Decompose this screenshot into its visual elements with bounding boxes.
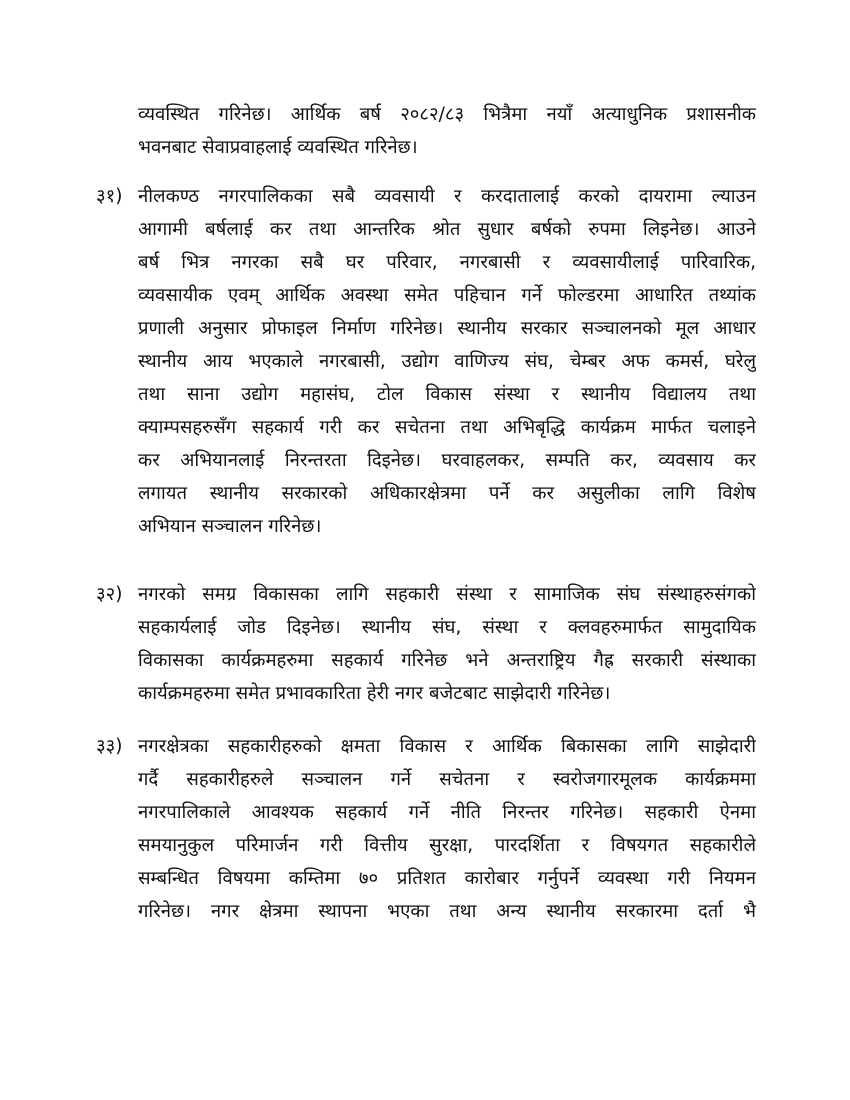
item-number: ३१) xyxy=(96,186,123,207)
item-number: ३३) xyxy=(96,736,123,757)
paragraph-item-33 xyxy=(96,730,756,928)
continuation-paragraph xyxy=(96,98,756,164)
paragraph-line: व्यवसायीक एवम् आर्थिक अवस्था समेत पहिचान गर्ने फोल्डरमा आधारित तथ्यांक xyxy=(138,285,756,306)
item-number: ३२) xyxy=(96,584,123,605)
line-text: नगरक्षेत्रका सहकारीहरुको क्षमता विकास र आर्थिक बिकासका लागि साझेदारी xyxy=(138,736,756,757)
paragraph-line: बर्ष भित्र नगरका सबै घर परिवार, नगरबासी र व्यवसायीलाई पारिवारिक, xyxy=(138,252,756,273)
paragraph-line: सहकार्यलाई जोड दिइनेछ। स्थानीय संघ, संस्था र क्लवहरुमार्फत सामुदायिक xyxy=(138,617,756,638)
paragraph-item-32 xyxy=(96,578,756,710)
paragraph-line: नगरपालिकाले आवश्यक सहकार्य गर्ने नीति निरन्तर गरिनेछ। सहकारी ऐनमा xyxy=(138,802,756,823)
paragraph-line: गर्दै सहकारीहरुले सञ्चालन गर्ने सचेतना र स्वरोजगारमूलक कार्यक्रममा xyxy=(138,769,756,790)
paragraph-line: तथा साना उद्योग महासंघ, टोल विकास संस्था र स्थानीय विद्यालय तथा xyxy=(138,384,756,405)
paragraph-line: स्थानीय आय भएकाले नगरबासी, उद्योग वाणिज्य संघ, चेम्बर अफ कमर्स, घरेलु xyxy=(138,351,756,372)
paragraph-line: कार्यक्रमहरुमा समेत प्रभावकारिता हेरी नगर बजेटबाट साझेदारी गरिनेछ। xyxy=(138,683,611,704)
paragraph-line: कर अभियानलाई निरन्तरता दिइनेछ। घरवाहलकर, सम्पति कर, व्यवसाय कर xyxy=(138,450,756,471)
paragraph-line: गरिनेछ। नगर क्षेत्रमा स्थापना भएका तथा अन्य स्थानीय सरकारमा दर्ता भै xyxy=(138,901,756,922)
paragraph-line: लगायत स्थानीय सरकारको अधिकारक्षेत्रमा पर्ने कर असुलीका लागि विशेष xyxy=(138,483,756,504)
paragraph-line: क्याम्पसहरुसँग सहकार्य गरी कर सचेतना तथा अभिबृद्धि कार्यक्रम मार्फत चलाइने xyxy=(138,417,756,438)
paragraph-line: समयानुकुल परिमार्जन गरी वित्तीय सुरक्षा, पारदर्शिता र विषयगत सहकारीले xyxy=(138,835,756,856)
line-text: नगरको समग्र विकासका लागि सहकारी संस्था र सामाजिक संघ संस्थाहरुसंगको xyxy=(138,584,756,605)
paragraph-line: अभियान सञ्चालन गरिनेछ। xyxy=(138,516,322,537)
paragraph-line: भवनबाट सेवाप्रवाहलाई व्यवस्थित गरिनेछ। xyxy=(138,137,418,158)
paragraph-line: सम्बन्धित विषयमा कम्तिमा ७० प्रतिशत कारोबार गर्नुपर्ने व्यवस्था गरी नियमन xyxy=(138,868,756,889)
paragraph-line: व्यवस्थित गरिनेछ। आर्थिक बर्ष २०८२/८३ भित्रैमा नयाँ अत्याधुनिक प्रशासनीक xyxy=(138,104,756,125)
paragraph-line xyxy=(96,730,756,763)
line-text: नीलकण्ठ नगरपालिकका सबै व्यवसायी र करदातालाई करको दायरामा ल्याउन xyxy=(138,186,756,207)
paragraph-item-31 xyxy=(96,180,756,543)
paragraph-line xyxy=(96,180,756,213)
paragraph-line: प्रणाली अनुसार प्रोफाइल निर्माण गरिनेछ। स्थानीय सरकार सञ्चालनको मूल आधार xyxy=(138,318,756,339)
paragraph-line: आगामी बर्षलाई कर तथा आन्तरिक श्रोत सुधार बर्षको रुपमा लिइनेछ। आउने xyxy=(138,219,756,240)
paragraph-line: विकासका कार्यक्रमहरुमा सहकार्य गरिनेछ भने अन्तराष्ट्रिय गैह्र सरकारी संस्थाका xyxy=(138,650,756,671)
paragraph-line xyxy=(96,578,756,611)
